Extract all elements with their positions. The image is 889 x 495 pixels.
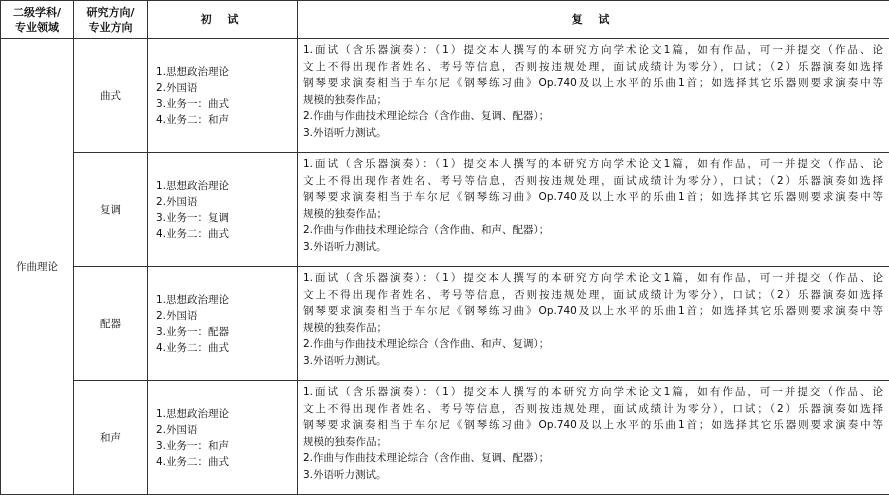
prelim-item: 1.思想政治理论 [156,292,297,308]
prelim-item: 3.业务一：配器 [156,324,297,340]
retest-line: 2.作曲与作曲技术理论综合（含作曲、和声、复调）； [303,336,883,353]
header-direction-line1: 研究方向/ [86,6,134,19]
retest-cell [298,267,889,381]
header-row [1,1,889,39]
header-discipline [1,1,74,39]
direction-cell: 曲式 [74,39,148,153]
retest-line: 规模的独奏作品； [303,206,883,223]
retest-line: 规模的独奏作品； [303,92,883,109]
table-row [1,381,889,495]
prelim-item: 4.业务二：曲式 [156,454,297,470]
retest-cell [298,381,889,495]
retest-line: 文上不得出现作者姓名、考号等信息，否则按违规处理，面试成绩计为零分），口试；（2）乐器演奏如选择 [303,287,883,304]
prelim-item: 4.业务二：曲式 [156,340,297,356]
discipline-cell: 作曲理论 [1,39,74,495]
retest-line: 规模的独奏作品； [303,434,883,451]
prelim-item: 2.外国语 [156,80,297,96]
direction-cell: 配器 [74,267,148,381]
prelim-item: 1.思想政治理论 [156,64,297,80]
retest-line: 3.外语听力测试。 [303,239,883,256]
direction-cell: 复调 [74,153,148,267]
retest-line: 2.作曲与作曲技术理论综合（含作曲、复调、配器）； [303,108,883,125]
retest-line: 2.作曲与作曲技术理论综合（含作曲、复调、配器）； [303,450,883,467]
retest-line: 文上不得出现作者姓名、考号等信息，否则按违规处理，面试成绩计为零分），口试；（2）乐器演奏如选择 [303,401,883,418]
retest-line: 2.作曲与作曲技术理论综合（含作曲、和声、配器）； [303,222,883,239]
retest-line: 文上不得出现作者姓名、考号等信息，否则按违规处理，面试成绩计为零分），口试；（2）乐器演奏如选择 [303,59,883,76]
header-retest: 复 试 [298,1,889,39]
prelim-item: 2.外国语 [156,308,297,324]
retest-line: 1.面试（含乐器演奏）：（1）提交本人撰写的本研究方向学术论文1篇，如有作品，可一并提交（作品、论 [303,270,883,287]
prelim-item: 3.业务一：复调 [156,210,297,226]
prelim-item: 2.外国语 [156,194,297,210]
retest-line: 3.外语听力测试。 [303,467,883,484]
retest-line: 1.面试（含乐器演奏）：（1）提交本人撰写的本研究方向学术论文1篇，如有作品，可一并提交（作品、论 [303,156,883,173]
prelim-item: 1.思想政治理论 [156,406,297,422]
prelim-cell [148,267,298,381]
prelim-item: 4.业务二：和声 [156,112,297,128]
header-direction [74,1,148,39]
table-row [1,153,889,267]
prelim-cell [148,381,298,495]
retest-line: 3.外语听力测试。 [303,353,883,370]
retest-line: 1.面试（含乐器演奏）：（1）提交本人撰写的本研究方向学术论文1篇，如有作品，可一并提交（作品、论 [303,384,883,401]
retest-line: 规模的独奏作品； [303,320,883,337]
direction-cell: 和声 [74,381,148,495]
prelim-item: 3.业务一：曲式 [156,96,297,112]
header-direction-line2: 专业方向 [89,21,133,34]
retest-line: 3.外语听力测试。 [303,125,883,142]
header-discipline-line1: 二级学科/ [13,6,61,19]
header-discipline-line2: 专业领域 [15,21,59,34]
prelim-cell [148,39,298,153]
retest-cell [298,153,889,267]
prelim-item: 3.业务一：和声 [156,438,297,454]
table-row [1,267,889,381]
retest-line: 钢琴要求演奏相当于车尔尼《钢琴练习曲》Op.740及以上水平的乐曲1首；如选择其它乐器则要求演奏中等 [303,75,883,92]
prelim-item: 2.外国语 [156,422,297,438]
table-row [1,39,889,153]
retest-line: 1.面试（含乐器演奏）：（1）提交本人撰写的本研究方向学术论文1篇，如有作品，可一并提交（作品、论 [303,42,883,59]
header-prelim: 初 试 [148,1,298,39]
retest-line: 钢琴要求演奏相当于车尔尼《钢琴练习曲》Op.740及以上水平的乐曲1首；如选择其它乐器则要求演奏中等 [303,303,883,320]
retest-cell [298,39,889,153]
retest-line: 文上不得出现作者姓名、考号等信息，否则按违规处理，面试成绩计为零分），口试；（2）乐器演奏如选择 [303,173,883,190]
prelim-item: 1.思想政治理论 [156,178,297,194]
prelim-item: 4.业务二：曲式 [156,226,297,242]
retest-line: 钢琴要求演奏相当于车尔尼《钢琴练习曲》Op.740及以上水平的乐曲1首；如选择其它乐器则要求演奏中等 [303,417,883,434]
retest-line: 钢琴要求演奏相当于车尔尼《钢琴练习曲》Op.740及以上水平的乐曲1首；如选择其它乐器则要求演奏中等 [303,189,883,206]
prelim-cell [148,153,298,267]
